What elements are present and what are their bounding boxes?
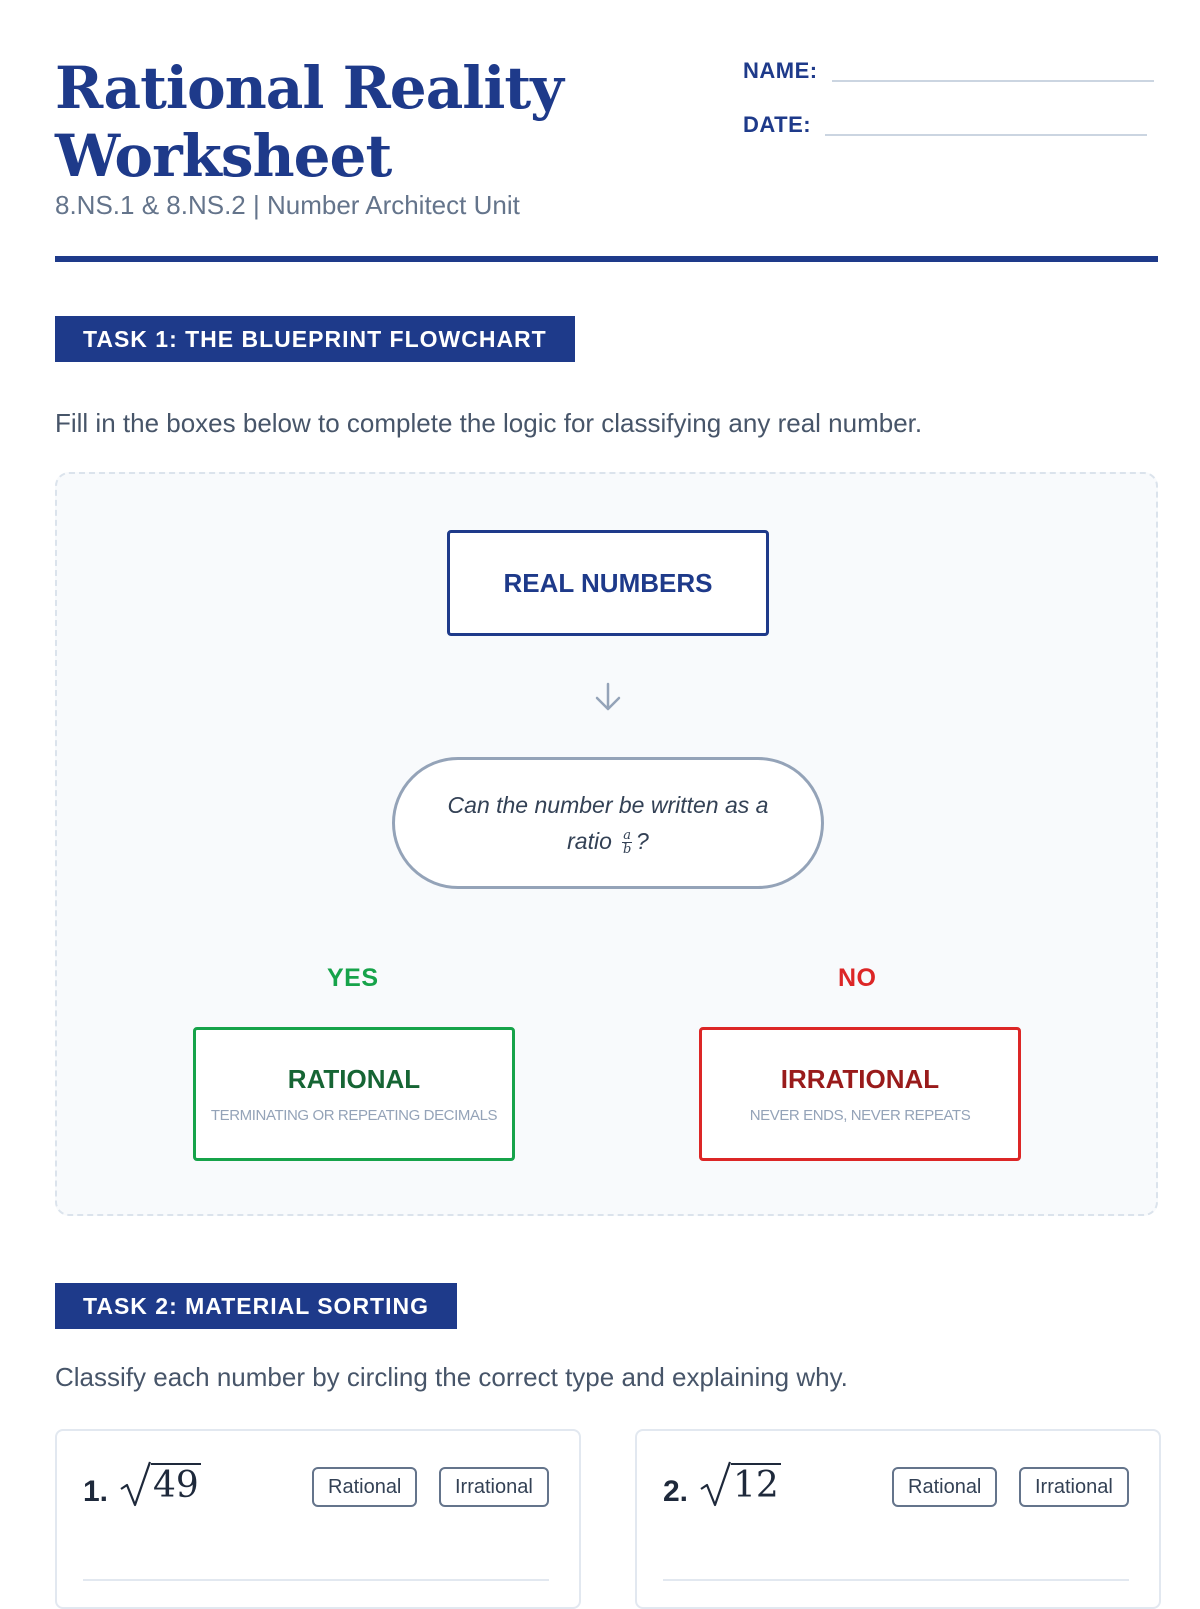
- problem-number: 2.: [663, 1475, 689, 1508]
- irrational-option[interactable]: Irrational: [439, 1467, 549, 1507]
- ratio-question-text: [425, 787, 791, 859]
- date-field-line[interactable]: [825, 134, 1147, 136]
- rational-title: RATIONAL: [287, 1064, 421, 1094]
- name-field-line[interactable]: [832, 80, 1154, 82]
- no-branch-label: NO: [838, 964, 877, 992]
- rational-option[interactable]: Rational: [312, 1467, 417, 1507]
- rational-description: TERMINATING OR REPEATING DECIMALS: [210, 1107, 498, 1124]
- task2-heading: TASK 2: MATERIAL SORTING: [55, 1283, 457, 1329]
- date-row: [743, 112, 1147, 138]
- task1-instructions: Fill in the boxes below to complete the logic for classifying any real number.: [55, 408, 923, 438]
- square-root-expression: [699, 1461, 781, 1507]
- arrow-down-icon: [592, 681, 624, 713]
- date-label: DATE:: [743, 112, 812, 137]
- worksheet-title: Rational Reality Worksheet: [55, 54, 563, 190]
- fraction-denominator: b: [623, 842, 632, 858]
- fraction-numerator: a: [623, 828, 632, 844]
- ratio-question-node: [392, 757, 824, 889]
- real-numbers-node: [447, 530, 769, 636]
- rational-option[interactable]: Rational: [892, 1467, 997, 1507]
- rational-node: [193, 1027, 515, 1161]
- radical-sign-icon: [119, 1461, 151, 1507]
- explanation-line[interactable]: [663, 1579, 1129, 1581]
- problem-card-2: [635, 1429, 1161, 1609]
- worksheet-subtitle: 8.NS.1 & 8.NS.2 | Number Architect Unit: [55, 190, 520, 220]
- radical-sign-icon: [699, 1461, 731, 1507]
- irrational-node: [699, 1027, 1021, 1161]
- task2-instructions: Classify each number by circling the correct type and explaining why.: [55, 1362, 848, 1392]
- irrational-description: NEVER ENDS, NEVER REPEATS: [749, 1107, 971, 1124]
- square-root-expression: [119, 1461, 201, 1507]
- question-mark: ?: [636, 828, 649, 854]
- irrational-title: IRRATIONAL: [780, 1064, 940, 1094]
- radicand: 12: [733, 1465, 779, 1506]
- worksheet-page: [55, 0, 1158, 1600]
- real-numbers-label: REAL NUMBERS: [503, 567, 713, 598]
- name-row: [743, 58, 1154, 84]
- yes-branch-label: YES: [327, 964, 379, 992]
- name-label: NAME:: [743, 58, 818, 83]
- explanation-line[interactable]: [83, 1579, 549, 1581]
- radicand: 49: [153, 1465, 199, 1506]
- flowchart-area: [55, 472, 1158, 1216]
- header-divider: [55, 256, 1158, 262]
- ratio-question-label: Can the number be written as a ratio: [447, 792, 769, 854]
- problem-number: 1.: [83, 1475, 109, 1508]
- problem-card-1: [55, 1429, 581, 1609]
- irrational-option[interactable]: Irrational: [1019, 1467, 1129, 1507]
- task1-heading: TASK 1: THE BLUEPRINT FLOWCHART: [55, 316, 575, 362]
- fraction-a-over-b: [622, 829, 632, 856]
